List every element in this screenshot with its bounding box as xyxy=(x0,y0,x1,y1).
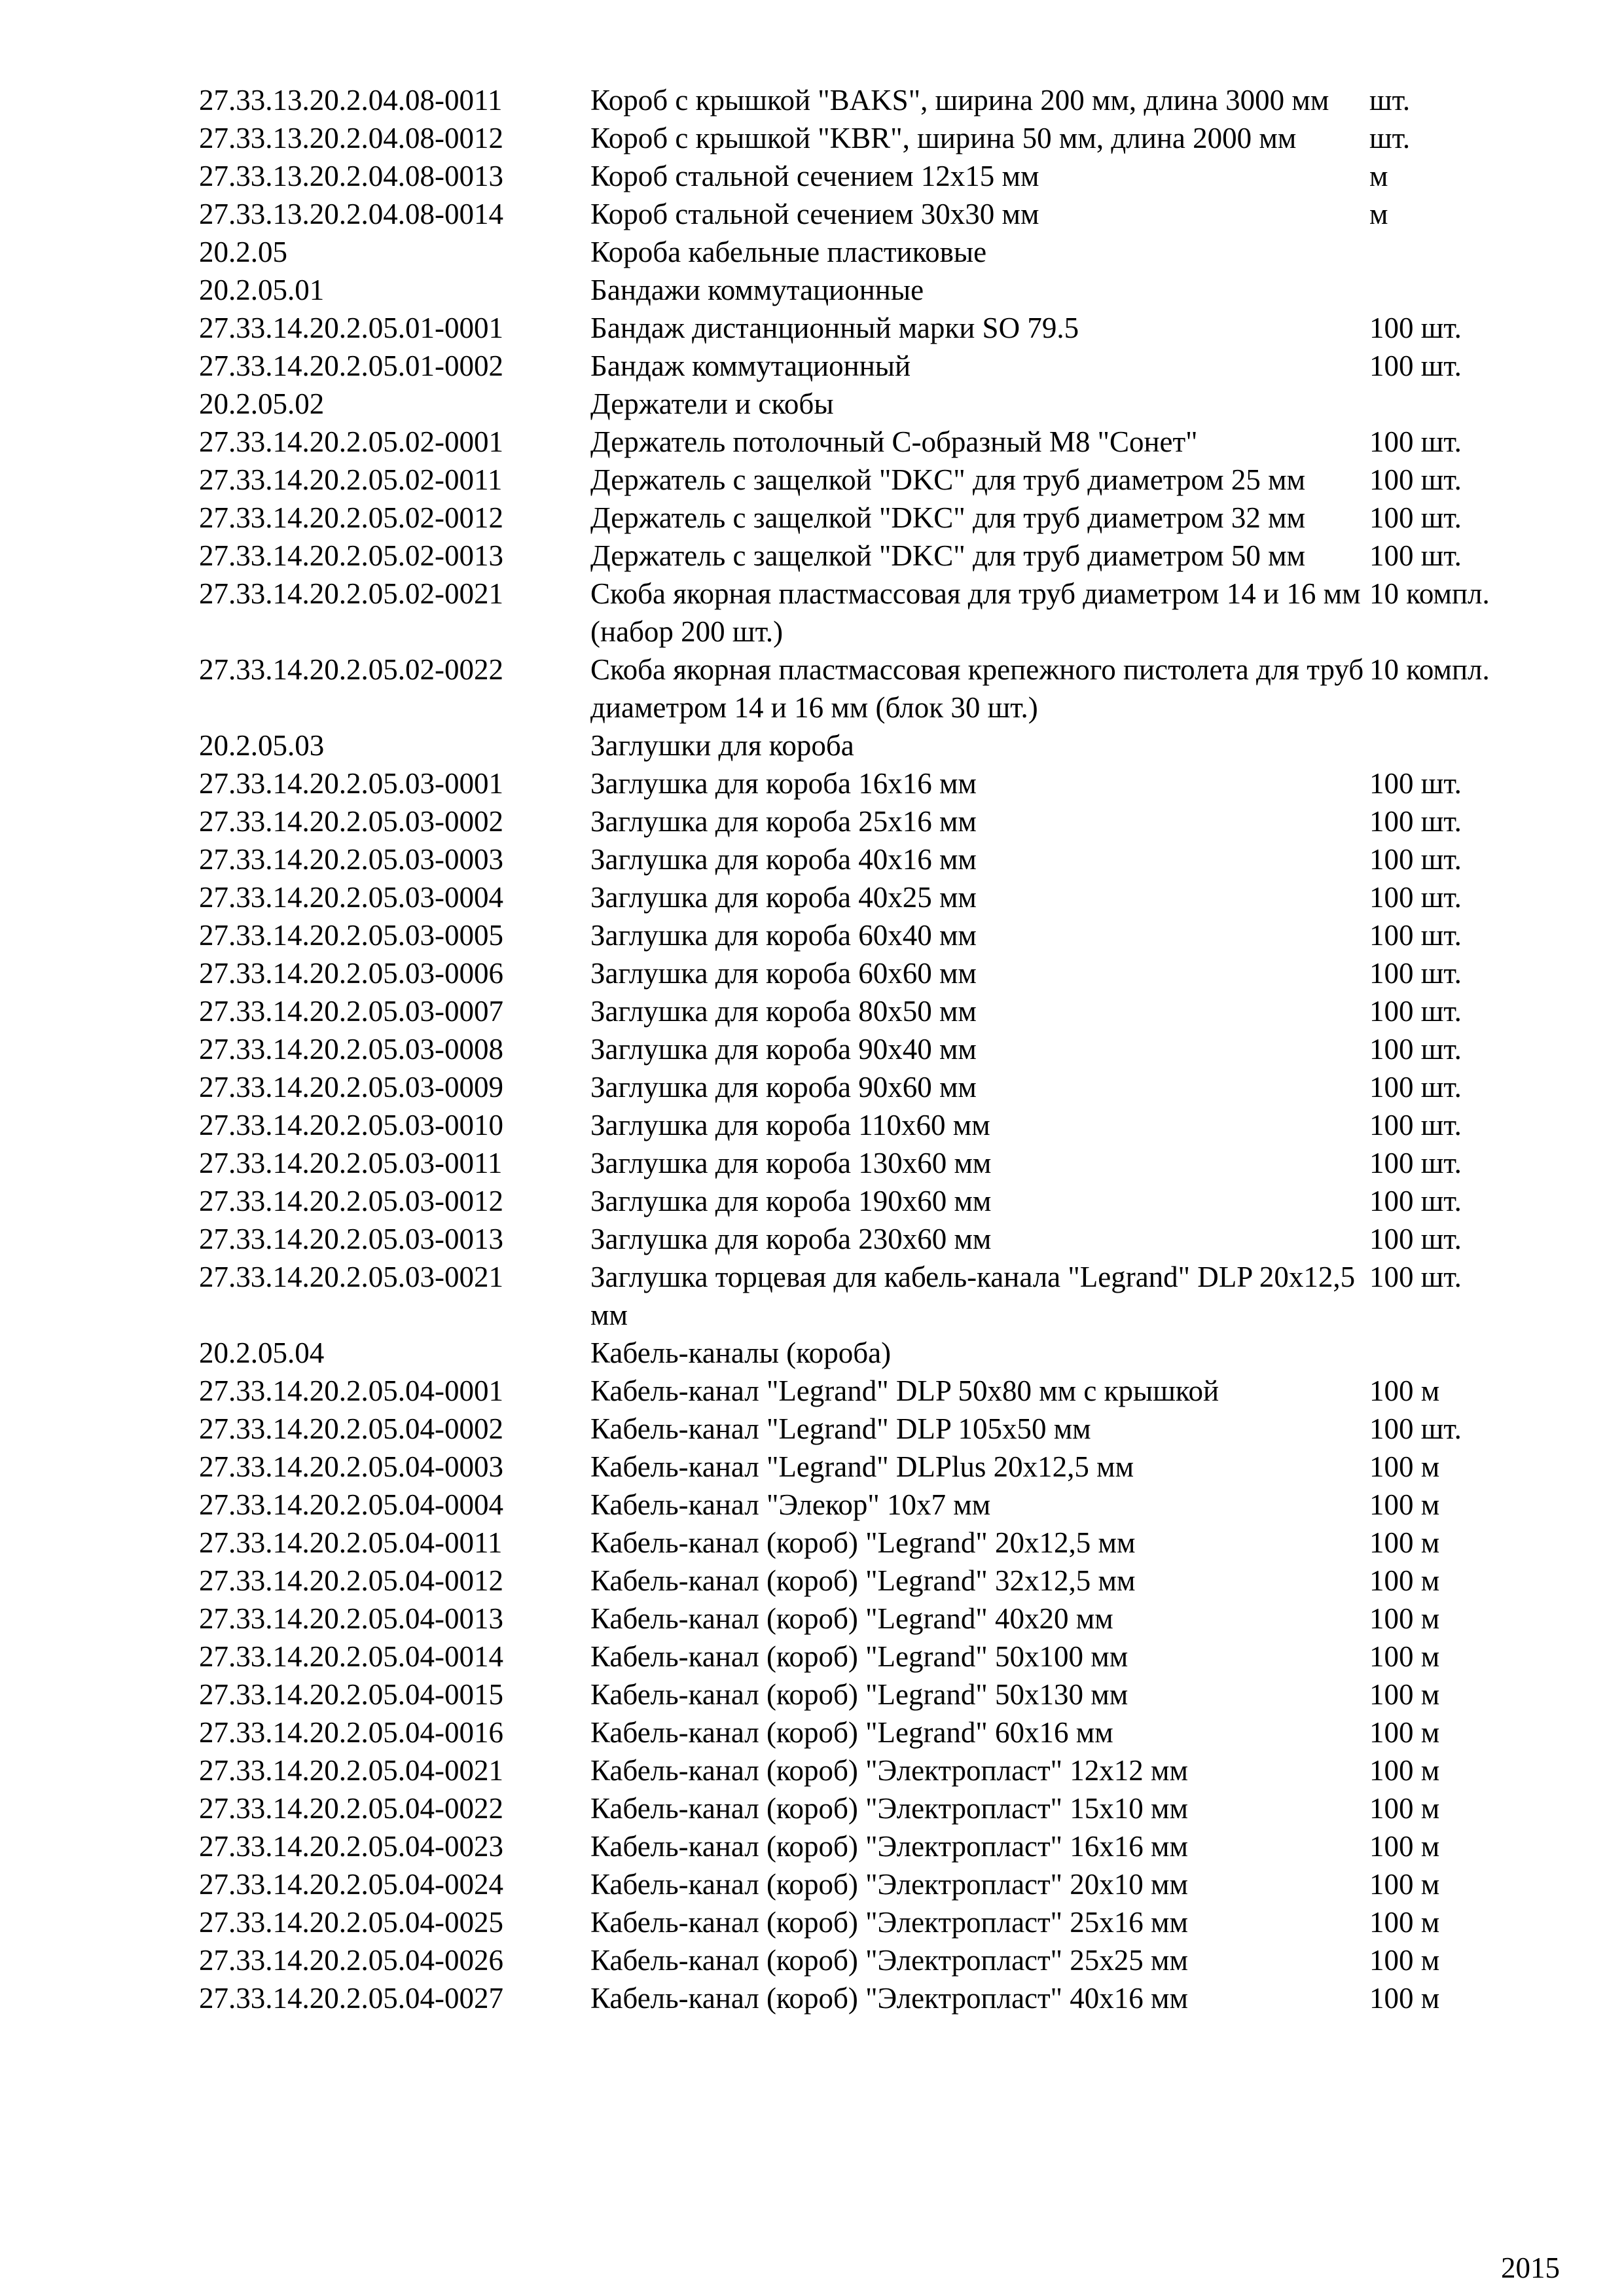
row-unit: 10 компл. xyxy=(1369,577,1490,610)
row-code: 27.33.14.20.2.05.02-0022 xyxy=(199,653,503,686)
table-row xyxy=(199,651,1521,726)
row-unit: шт. xyxy=(1369,122,1411,154)
row-unit: 100 шт. xyxy=(1369,425,1462,458)
table-row xyxy=(199,1676,1521,1713)
row-name: Кабель-канал (короб) "Legrand" 50x100 мм xyxy=(590,1640,1128,1673)
row-name: Короб с крышкой "BAKS", ширина 200 мм, длина 3000 мм xyxy=(590,84,1329,117)
row-name: Кабель-канал (короб) "Электропласт" 12x12 мм xyxy=(590,1754,1189,1787)
row-code: 27.33.14.20.2.05.04-0015 xyxy=(199,1678,503,1711)
row-code: 27.33.14.20.2.05.04-0002 xyxy=(199,1412,503,1445)
row-code: 27.33.14.20.2.05.03-0004 xyxy=(199,881,503,914)
table-row xyxy=(199,992,1521,1030)
row-unit: 100 м xyxy=(1369,1868,1440,1901)
table-row xyxy=(199,195,1521,233)
row-name: Заглушка для короба 60x40 мм xyxy=(590,919,977,952)
resource-table-body xyxy=(199,81,1521,2017)
table-row xyxy=(199,1751,1521,1789)
row-unit: м xyxy=(1369,160,1388,192)
row-name: Бандажи коммутационные xyxy=(590,274,924,306)
row-unit: 100 шт. xyxy=(1369,843,1462,876)
row-name: Заглушка торцевая для кабель-канала "Legrand" DLP 20x12,5 мм xyxy=(590,1261,1356,1331)
row-name: Держатель с защелкой "DKC" для труб диаметром 32 мм xyxy=(590,501,1306,534)
table-row xyxy=(199,916,1521,954)
row-code: 27.33.14.20.2.05.04-0026 xyxy=(199,1944,503,1977)
row-code: 20.2.05.02 xyxy=(199,387,325,420)
table-row xyxy=(199,1144,1521,1182)
table-row xyxy=(199,726,1521,764)
row-code: 27.33.14.20.2.05.04-0027 xyxy=(199,1982,503,2015)
row-code: 27.33.14.20.2.05.04-0003 xyxy=(199,1450,503,1483)
table-row xyxy=(199,1941,1521,1979)
row-name: Кабель-канал (короб) "Legrand" 50x130 мм xyxy=(590,1678,1128,1711)
row-code: 27.33.14.20.2.05.03-0008 xyxy=(199,1033,503,1066)
table-row xyxy=(199,309,1521,347)
row-code: 27.33.14.20.2.05.04-0016 xyxy=(199,1716,503,1749)
row-unit: 100 шт. xyxy=(1369,957,1462,990)
table-row xyxy=(199,1258,1521,1334)
table-row xyxy=(199,1334,1521,1372)
table-row xyxy=(199,764,1521,802)
row-name: Заглушки для короба xyxy=(590,729,854,762)
row-code: 27.33.14.20.2.05.01-0001 xyxy=(199,312,503,344)
row-unit: 100 м xyxy=(1369,1792,1440,1825)
row-name: Держатели и скобы xyxy=(590,387,834,420)
row-code: 27.33.14.20.2.05.02-0013 xyxy=(199,539,503,572)
table-row xyxy=(199,1182,1521,1220)
row-unit: 10 компл. xyxy=(1369,653,1490,686)
row-name: Держатель с защелкой "DKC" для труб диаметром 25 мм xyxy=(590,463,1306,496)
row-name: Скоба якорная пластмассовая крепежного пистолета для труб диаметром 14 и 16 мм (блок 30 шт.) xyxy=(590,653,1364,724)
row-unit: 100 шт. xyxy=(1369,995,1462,1028)
table-row xyxy=(199,575,1521,651)
row-unit: 100 м xyxy=(1369,1678,1440,1711)
row-unit: 100 шт. xyxy=(1369,1223,1462,1255)
row-code: 27.33.14.20.2.05.02-0021 xyxy=(199,577,503,610)
row-code: 27.33.14.20.2.05.04-0011 xyxy=(199,1526,503,1559)
row-name: Бандаж коммутационный xyxy=(590,350,911,382)
row-unit: 100 м xyxy=(1369,1982,1440,2015)
row-name: Кабель-канал (короб) "Электропласт" 25x25 мм xyxy=(590,1944,1189,1977)
row-code: 27.33.14.20.2.05.04-0004 xyxy=(199,1488,503,1521)
row-name: Скоба якорная пластмассовая для труб диаметром 14 и 16 мм (набор 200 шт.) xyxy=(590,577,1361,648)
row-unit: 100 шт. xyxy=(1369,1109,1462,1141)
row-unit xyxy=(1369,385,1521,423)
row-unit: 100 м xyxy=(1369,1944,1440,1977)
row-name: Короба кабельные пластиковые xyxy=(590,236,987,268)
row-name: Кабель-канал (короб) "Электропласт" 15x10 мм xyxy=(590,1792,1189,1825)
row-name: Кабель-канал "Legrand" DLP 105x50 мм xyxy=(590,1412,1091,1445)
row-name: Заглушка для короба 130x60 мм xyxy=(590,1147,992,1179)
row-code: 27.33.14.20.2.05.03-0010 xyxy=(199,1109,503,1141)
row-unit: 100 м xyxy=(1369,1450,1440,1483)
row-unit: 100 шт. xyxy=(1369,767,1462,800)
row-code: 27.33.13.20.2.04.08-0014 xyxy=(199,198,503,230)
row-name: Кабель-канал (короб) "Legrand" 60x16 мм xyxy=(590,1716,1113,1749)
row-name: Держатель с защелкой "DKC" для труб диаметром 50 мм xyxy=(590,539,1306,572)
table-row xyxy=(199,233,1521,271)
row-code: 27.33.14.20.2.05.04-0023 xyxy=(199,1830,503,1863)
table-row xyxy=(199,423,1521,461)
row-unit: 100 м xyxy=(1369,1906,1440,1939)
row-name: Короб с крышкой "KBR", ширина 50 мм, длина 2000 мм xyxy=(590,122,1297,154)
row-code: 27.33.14.20.2.05.04-0012 xyxy=(199,1564,503,1597)
row-code: 27.33.13.20.2.04.08-0012 xyxy=(199,122,503,154)
row-unit: 100 шт. xyxy=(1369,1185,1462,1217)
table-row xyxy=(199,840,1521,878)
row-code: 27.33.14.20.2.05.03-0009 xyxy=(199,1071,503,1103)
table-row xyxy=(199,1410,1521,1448)
row-name: Кабель-канал (короб) "Электропласт" 25x16 мм xyxy=(590,1906,1189,1939)
table-row xyxy=(199,1713,1521,1751)
row-unit: 100 шт. xyxy=(1369,1412,1462,1445)
row-name: Заглушка для короба 16x16 мм xyxy=(590,767,977,800)
table-row xyxy=(199,157,1521,195)
table-row xyxy=(199,461,1521,499)
row-unit: 100 шт. xyxy=(1369,919,1462,952)
table-row xyxy=(199,1865,1521,1903)
table-row xyxy=(199,499,1521,537)
table-row xyxy=(199,1524,1521,1562)
row-unit: 100 шт. xyxy=(1369,350,1462,382)
row-code: 27.33.14.20.2.05.04-0022 xyxy=(199,1792,503,1825)
row-unit: 100 м xyxy=(1369,1602,1440,1635)
row-name: Кабель-канал (короб) "Legrand" 40x20 мм xyxy=(590,1602,1113,1635)
row-unit xyxy=(1369,1334,1521,1372)
row-name: Короб стальной сечением 12x15 мм xyxy=(590,160,1039,192)
row-name: Заглушка для короба 40x25 мм xyxy=(590,881,977,914)
row-code: 27.33.14.20.2.05.03-0003 xyxy=(199,843,503,876)
row-code: 27.33.14.20.2.05.03-0021 xyxy=(199,1261,503,1293)
row-name: Кабель-канал "Legrand" DLP 50x80 мм с крышкой xyxy=(590,1374,1219,1407)
row-unit: 100 м xyxy=(1369,1754,1440,1787)
row-code: 27.33.14.20.2.05.04-0013 xyxy=(199,1602,503,1635)
row-name: Заглушка для короба 90x40 мм xyxy=(590,1033,977,1066)
row-name: Короб стальной сечением 30x30 мм xyxy=(590,198,1039,230)
row-code: 27.33.14.20.2.05.04-0025 xyxy=(199,1906,503,1939)
table-row xyxy=(199,347,1521,385)
table-row xyxy=(199,1372,1521,1410)
table-row xyxy=(199,385,1521,423)
row-unit xyxy=(1369,271,1521,309)
row-code: 27.33.14.20.2.05.03-0001 xyxy=(199,767,503,800)
row-unit: 100 шт. xyxy=(1369,501,1462,534)
row-name: Заглушка для короба 190x60 мм xyxy=(590,1185,992,1217)
page-number: 2015 xyxy=(1501,2251,1560,2284)
table-row xyxy=(199,537,1521,575)
table-row xyxy=(199,119,1521,157)
row-name: Кабель-канал (короб) "Legrand" 20x12,5 мм xyxy=(590,1526,1136,1559)
row-code: 27.33.14.20.2.05.03-0012 xyxy=(199,1185,503,1217)
row-name: Держатель потолочный С-образный М8 "Сонет" xyxy=(590,425,1198,458)
row-code: 27.33.14.20.2.05.04-0014 xyxy=(199,1640,503,1673)
row-unit: 100 м xyxy=(1369,1716,1440,1749)
resource-table xyxy=(199,81,1521,2017)
row-code: 27.33.14.20.2.05.02-0012 xyxy=(199,501,503,534)
row-name: Кабель-канал (короб) "Электропласт" 20x10 мм xyxy=(590,1868,1189,1901)
row-unit: 100 шт. xyxy=(1369,463,1462,496)
table-row xyxy=(199,1600,1521,1638)
row-name: Кабель-канал "Legrand" DLPlus 20x12,5 мм xyxy=(590,1450,1134,1483)
row-unit: шт. xyxy=(1369,84,1411,117)
table-row xyxy=(199,954,1521,992)
row-name: Заглушка для короба 25x16 мм xyxy=(590,805,977,838)
row-name: Бандаж дистанционный марки SO 79.5 xyxy=(590,312,1079,344)
table-row xyxy=(199,1638,1521,1676)
row-unit: 100 шт. xyxy=(1369,1033,1462,1066)
row-code: 27.33.14.20.2.05.03-0007 xyxy=(199,995,503,1028)
row-code: 27.33.14.20.2.05.03-0011 xyxy=(199,1147,503,1179)
row-code: 27.33.14.20.2.05.03-0013 xyxy=(199,1223,503,1255)
table-row xyxy=(199,1903,1521,1941)
row-unit: 100 м xyxy=(1369,1526,1440,1559)
row-unit xyxy=(1369,233,1521,271)
row-name: Кабель-канал (короб) "Legrand" 32x12,5 мм xyxy=(590,1564,1136,1597)
row-name: Заглушка для короба 80x50 мм xyxy=(590,995,977,1028)
row-unit: 100 шт. xyxy=(1369,312,1462,344)
row-unit: 100 шт. xyxy=(1369,805,1462,838)
row-unit: 100 шт. xyxy=(1369,1147,1462,1179)
row-code: 20.2.05.04 xyxy=(199,1336,325,1369)
table-row xyxy=(199,878,1521,916)
row-name: Заглушка для короба 60x60 мм xyxy=(590,957,977,990)
row-code: 27.33.14.20.2.05.02-0001 xyxy=(199,425,503,458)
row-code: 27.33.14.20.2.05.04-0021 xyxy=(199,1754,503,1787)
row-unit: 100 шт. xyxy=(1369,1261,1462,1293)
table-row xyxy=(199,1448,1521,1486)
row-unit xyxy=(1369,726,1521,764)
row-code: 27.33.14.20.2.05.01-0002 xyxy=(199,350,503,382)
row-code: 27.33.14.20.2.05.04-0001 xyxy=(199,1374,503,1407)
row-name: Кабель-канал "Элекор" 10x7 мм xyxy=(590,1488,991,1521)
table-row xyxy=(199,1106,1521,1144)
table-row xyxy=(199,1827,1521,1865)
row-unit: 100 м xyxy=(1369,1374,1440,1407)
row-code: 20.2.05.03 xyxy=(199,729,325,762)
table-row xyxy=(199,271,1521,309)
row-unit: 100 шт. xyxy=(1369,881,1462,914)
table-row xyxy=(199,1789,1521,1827)
row-name: Кабель-канал (короб) "Электропласт" 40x16 мм xyxy=(590,1982,1189,2015)
row-unit: 100 м xyxy=(1369,1640,1440,1673)
row-code: 27.33.14.20.2.05.04-0024 xyxy=(199,1868,503,1901)
row-name: Заглушка для короба 90x60 мм xyxy=(590,1071,977,1103)
row-unit: 100 м xyxy=(1369,1488,1440,1521)
row-unit: 100 м xyxy=(1369,1830,1440,1863)
row-code: 27.33.14.20.2.05.03-0005 xyxy=(199,919,503,952)
row-code: 20.2.05 xyxy=(199,236,287,268)
row-name: Заглушка для короба 40x16 мм xyxy=(590,843,977,876)
row-code: 27.33.14.20.2.05.03-0006 xyxy=(199,957,503,990)
table-row xyxy=(199,1562,1521,1600)
row-unit: 100 м xyxy=(1369,1564,1440,1597)
row-name: Заглушка для короба 230x60 мм xyxy=(590,1223,992,1255)
table-row xyxy=(199,802,1521,840)
table-row xyxy=(199,1486,1521,1524)
row-code: 27.33.13.20.2.04.08-0011 xyxy=(199,84,503,117)
row-name: Кабель-каналы (короба) xyxy=(590,1336,892,1369)
row-unit: м xyxy=(1369,198,1388,230)
row-name: Кабель-канал (короб) "Электропласт" 16x16 мм xyxy=(590,1830,1189,1863)
row-code: 20.2.05.01 xyxy=(199,274,325,306)
row-name: Заглушка для короба 110x60 мм xyxy=(590,1109,990,1141)
row-code: 27.33.13.20.2.04.08-0013 xyxy=(199,160,503,192)
table-row xyxy=(199,1030,1521,1068)
table-row xyxy=(199,1068,1521,1106)
row-unit: 100 шт. xyxy=(1369,539,1462,572)
row-unit: 100 шт. xyxy=(1369,1071,1462,1103)
row-code: 27.33.14.20.2.05.03-0002 xyxy=(199,805,503,838)
table-row xyxy=(199,1979,1521,2017)
table-row xyxy=(199,1220,1521,1258)
row-code: 27.33.14.20.2.05.02-0011 xyxy=(199,463,503,496)
table-row xyxy=(199,81,1521,119)
